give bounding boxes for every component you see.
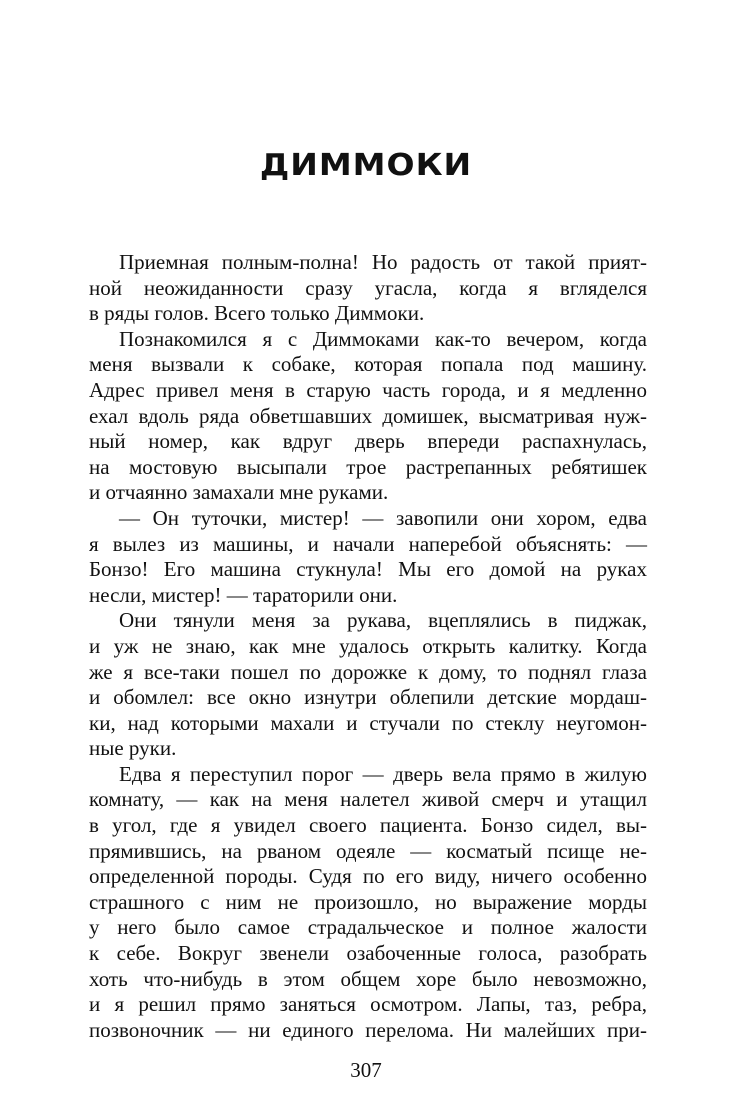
text-line: ной неожиданности сразу угасла, когда я вгляделся: [89, 275, 647, 300]
body-text: [89, 250, 647, 1043]
text-line: несли, мистер! — тараторили они.: [89, 582, 398, 607]
text-line: прямившись, на рваном одеяле — косматый псище не-: [89, 838, 647, 863]
text-line: у него было самое страдальческое и полное жалости: [89, 915, 647, 940]
text-line: позвоночник — ни единого перелома. Ни малейших при-: [89, 1017, 647, 1042]
text-line: Адрес привел меня в старую часть города, и я медленно: [89, 377, 647, 402]
text-line: Они тянули меня за рукава, вцеплялись в пиджак,: [119, 608, 647, 633]
text-line: ные руки.: [89, 736, 177, 761]
text-line: к себе. Вокруг звенели озабоченные голоса, разобрать: [89, 941, 647, 966]
text-line: Бонзо! Его машина стукнула! Мы его домой на руках: [89, 557, 647, 582]
text-line: меня вызвали к собаке, которая попала под машину.: [89, 352, 647, 377]
text-line: Познакомился я с Диммоками как-то вечером, когда: [119, 326, 647, 351]
text-line: ки, над которыми махали и стучали по стеклу неугомон-: [89, 710, 647, 735]
text-line: Едва я переступил порог — дверь вела прямо в жилую: [119, 761, 647, 786]
text-line: и обомлел: все окно изнутри облепили детские мордаш-: [89, 685, 647, 710]
text-line: в ряды голов. Всего только Диммоки.: [89, 301, 425, 326]
text-line: определенной породы. Судя по его виду, ничего особенно: [89, 864, 647, 889]
text-line: и я решил прямо заняться осмотром. Лапы, таз, ребра,: [89, 992, 647, 1017]
text-line: ехал вдоль ряда обветшавших домишек, высматривая нуж-: [89, 403, 647, 428]
text-line: — Он туточки, мистер! — завопили они хором, едва: [119, 505, 647, 530]
text-line: ный номер, как вдруг дверь впереди распахнулась,: [89, 429, 647, 454]
page-number: 307: [350, 1058, 382, 1082]
text-line: я вылез из машины, и начали наперебой объяснять: —: [89, 531, 647, 556]
text-line: в угол, где я увидел своего пациента. Бонзо сидел, вы-: [89, 813, 647, 838]
text-line: Приемная полным-полна! Но радость от такой прият-: [119, 250, 647, 274]
chapter-title: ДИММОКИ: [259, 146, 473, 183]
text-line: хоть что-нибудь в этом общем хоре было невозможно,: [89, 966, 647, 991]
text-line: страшного с ним не произошло, но выражение морды: [89, 889, 647, 914]
text-line: и отчаянно замахали мне руками.: [89, 480, 389, 505]
text-line: комнату, — как на меня налетел живой смерч и утащил: [89, 787, 647, 812]
text-line: и уж не знаю, как мне удалось открыть калитку. Когда: [89, 633, 647, 658]
text-line: же я все-таки пошел по дорожке к дому, то поднял глаза: [89, 659, 647, 684]
text-line: на мостовую высыпали трое растрепанных ребятишек: [89, 454, 647, 479]
